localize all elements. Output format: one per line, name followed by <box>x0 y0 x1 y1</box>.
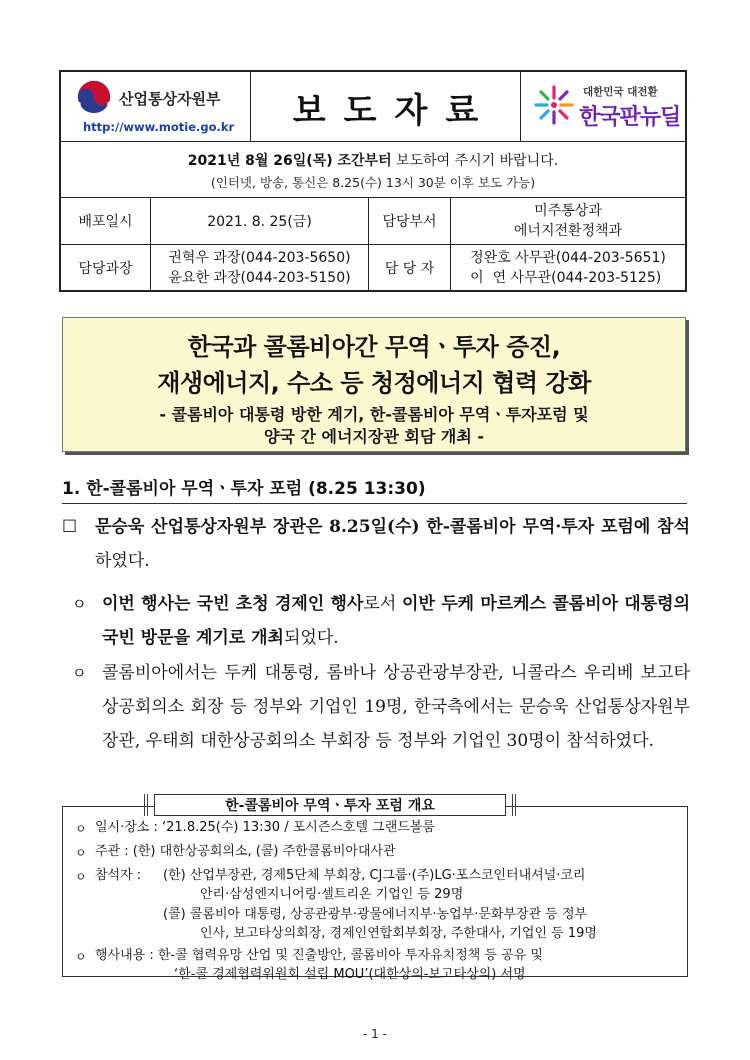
paragraph-2 <box>102 587 690 655</box>
overview-item-attendees-label: 참석자 : <box>95 868 142 883</box>
ministry-url-link[interactable]: http://www.motie.go.kr <box>83 120 235 134</box>
officer-2: 이 연 사무관(044-203-5125) <box>470 269 662 286</box>
paragraph-1 <box>95 510 690 578</box>
newdeal-title: 한국판뉴딜 <box>579 105 681 130</box>
section-divider <box>62 503 687 504</box>
dept-line-2: 에너지전환정책과 <box>513 223 623 239</box>
header-top-row <box>61 72 685 142</box>
overview-bullet: ㅇ <box>75 950 87 964</box>
section-chief-2: 윤요한 과장(044-203-5150) <box>168 269 351 286</box>
section-chief-1: 권혁우 과장(044-203-5650) <box>168 249 351 266</box>
page-number: - 1 - <box>363 1027 387 1041</box>
paragraph-1-bold: 문승욱 산업통상자원부 장관은 8.25일(수) 한-콜롬비아 무역·투자 포럼에 참석 <box>95 517 690 537</box>
paragraph-2-rest: 되었다. <box>283 628 339 648</box>
section-title: 1. 한-콜롬비아 무역ㆍ투자 포럼 (8.25 13:30) <box>62 479 426 499</box>
overview-item-content-2: ‘한-콜 경제협력위원회 설립 MOU’(대한상의-보고타상의) 서명 <box>174 967 526 982</box>
paragraph-2-mid: 로서 <box>363 594 403 614</box>
doc-title: 보도자료 <box>292 90 497 131</box>
newdeal-tagline: 대한민국 대전환 <box>583 86 658 98</box>
overview-item-datetime: 일시·장소 : ‘21.8.25(수) 13:30 / 포시즌스호텔 그랜드볼룸 <box>95 820 435 835</box>
square-bullet: □ <box>62 515 78 534</box>
overview-attendees-korea-2: 안리·삼성엔지니어링·셀트리온 기업인 등 29명 <box>200 887 464 902</box>
headline-line-1: 한국과 콜롬비아간 무역ㆍ투자 증진, <box>187 333 561 361</box>
embargo-row <box>61 142 685 198</box>
paragraph-2-bold-1: 이번 행사는 국빈 초청 경제인 행사 <box>102 594 364 614</box>
contact-row <box>61 245 685 290</box>
ministry-name: 산업통상자원부 <box>119 90 221 108</box>
subheadline-line-1: - 콜롬비아 대통령 방한 계기, 한-콜롬비아 무역ㆍ투자포럼 및 <box>159 405 589 424</box>
release-date: 2021. 8. 25(금) <box>151 198 369 244</box>
dept-line-1: 미주통상과 <box>534 203 602 219</box>
dept-value <box>451 198 685 244</box>
officer-value <box>451 245 685 290</box>
overview-title: 한-콜롬비아 무역ㆍ투자 포럼 개요 <box>154 794 506 816</box>
taegeuk-emblem-icon <box>77 80 111 114</box>
press-release-header <box>59 70 687 292</box>
doc-title-cell <box>251 72 521 142</box>
paragraph-3: 콜롬비아에서는 두케 대통령, 롬바나 상공관광부장관, 니콜라스 우리베 보고타상공회의소 회장 등 정부와 기업인 19명, 한국측에서는 문승욱 산업통상자원부장관, 우태희 대한상공회의소 부회장 등 정부와 기업인 30명이 참석하였다. <box>102 663 690 751</box>
headline-box <box>62 317 686 452</box>
overview-bullet: ㅇ <box>75 870 87 884</box>
overview-bullet: ㅇ <box>75 846 87 860</box>
overview-bullet: ㅇ <box>75 822 87 836</box>
release-label: 배포일시 <box>61 198 151 244</box>
overview-item-content-1: 행사내용 : 한-콜 협력유망 산업 및 진출방안, 콜롬비아 투자유치정책 등 공유 및 <box>95 948 543 963</box>
newdeal-burst-icon <box>533 84 575 126</box>
ministry-logo-cell <box>61 72 251 142</box>
circle-bullet: ㅇ <box>72 595 87 613</box>
dept-label: 담당부서 <box>369 198 451 244</box>
newdeal-logo-cell <box>521 72 685 142</box>
section-chief-label: 담당과장 <box>61 245 151 290</box>
headline-line-2: 재생에너지, 수소 등 청정에너지 협력 강화 <box>157 369 591 397</box>
section-chief-value <box>151 245 369 290</box>
embargo-text: 보도하여 주시기 바랍니다. <box>391 153 559 169</box>
release-info-row <box>61 198 685 245</box>
overview-attendees-colombia-1: (콜) 콜롬비아 대통령, 상공관광부·광물에너지부·농업부·문화부장관 등 정부 <box>163 907 588 922</box>
officer-label: 담 당 자 <box>369 245 451 290</box>
paragraph-1-rest: 하였다. <box>95 551 150 571</box>
circle-bullet: ㅇ <box>72 664 87 682</box>
paragraph-2-bold-2: 이반 두케 마르케스 콜롬비아 대통령의 국빈 방문을 계기로 개최 <box>102 594 690 648</box>
officer-1: 정완호 사무관(044-203-5651) <box>470 249 666 266</box>
embargo-date: 2021년 8월 26일(목) 조간부터 <box>187 153 392 169</box>
overview-attendees-korea-1: (한) 산업부장관, 경제5단체 부회장, CJ그룹·(주)LG·포스코인터내셔널·코리 <box>163 868 586 883</box>
subheadline-line-2: 양국 간 에너지장관 회담 개최 - <box>264 427 484 446</box>
embargo-note: (인터넷, 방송, 통신은 8.25(수) 13시 30분 이후 보도 가능) <box>210 175 536 190</box>
overview-item-host: 주관 : (한) 대한상공회의소, (콜) 주한콜롬비아대사관 <box>95 844 396 859</box>
overview-attendees-colombia-2: 인사, 보고타상의회장, 경제인연합회부회장, 주한대사, 기업인 등 19명 <box>200 926 597 941</box>
embargo-notice <box>61 150 685 170</box>
